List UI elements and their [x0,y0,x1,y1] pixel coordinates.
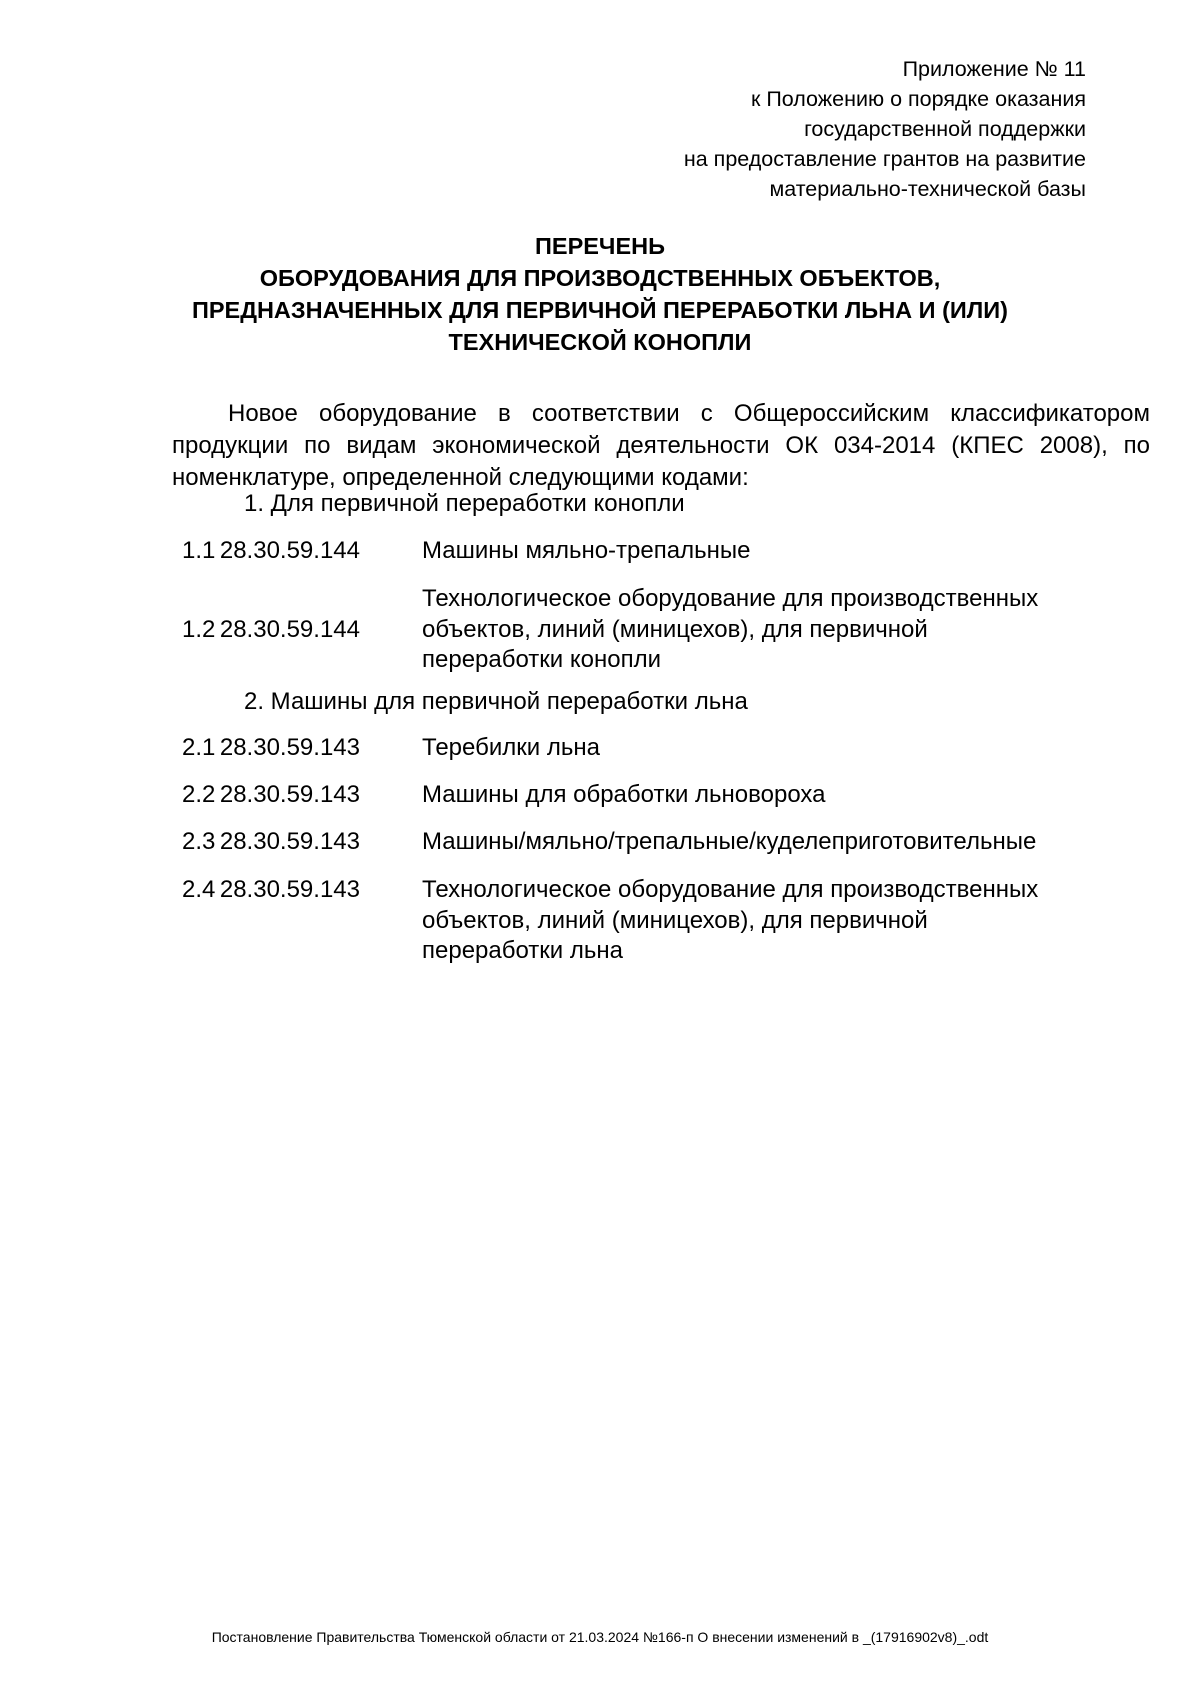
page-footer: Постановление Правительства Тюменской области от 21.03.2024 №166-п О внесении изменений в _(17916902v8)_.odt [211,1629,989,1645]
title-line: ОБОРУДОВАНИЯ ДЛЯ ПРОИЗВОДСТВЕННЫХ ОБЪЕКТОВ, [259,265,941,291]
item-code: 28.30.59.143 [219,876,360,903]
section-heading-2: 2. Машины для первичной переработки льна [244,688,748,715]
item-description-line: переработки льна [422,937,623,964]
item-description-line: Технологическое оборудование для производственных [422,876,1039,903]
item-number: 2.4 [182,876,216,903]
item-description-line: Машины/мяльно/трепальные/куделеприготовительные [422,828,1037,855]
appendix-line: на предоставление грантов на развитие [683,147,1086,171]
intro-paragraph: Новое оборудование в соответствии с Общероссийским классификатором продукции по видам экономической деятельности ОК 034-2014 (КПЕС 2008), по номенклатуре, определенной следующими кодами: [172,400,1150,491]
item-description [422,584,1122,676]
appendix-line: Приложение № 11 [902,57,1086,81]
item-number: 2.2 [182,781,216,808]
document-title [100,230,1100,358]
item-description [422,780,1122,811]
item-description [422,733,1122,764]
section-heading-1: 1. Для первичной переработки конопли [244,490,685,517]
item-description [422,536,1122,567]
item-description [422,827,1122,858]
item-code: 28.30.59.144 [219,615,360,643]
appendix-header [684,54,1086,204]
item-description-line: Теребилки льна [422,734,600,761]
title-line: ПЕРЕЧЕНЬ [535,233,665,259]
item-description-line: объектов, линий (миницехов), для первичной [422,906,928,934]
item-number: 2.3 [182,828,216,855]
title-line: ТЕХНИЧЕСКОЙ КОНОПЛИ [448,329,752,355]
item-description-line: Машины для обработки льновороха [422,781,826,808]
item-number: 1.1 [182,537,216,564]
item-description-line: объектов, линий (миницехов), для первичной [422,615,928,643]
appendix-line: государственной поддержки [804,117,1086,141]
item-number: 2.1 [182,734,216,761]
appendix-line: материально-технической базы [769,177,1086,201]
item-description-line: Технологическое оборудование для производственных [422,585,1039,612]
item-description-line: Машины мяльно-трепальные [422,537,751,564]
appendix-line: к Положению о порядке оказания [750,87,1086,111]
item-number: 1.2 [182,615,216,643]
item-code: 28.30.59.143 [219,781,360,808]
item-code: 28.30.59.143 [219,734,360,761]
item-code: 28.30.59.144 [219,537,360,564]
item-code: 28.30.59.143 [219,828,360,855]
item-description-line: переработки конопли [422,646,661,673]
title-line: ПРЕДНАЗНАЧЕННЫХ ДЛЯ ПЕРВИЧНОЙ ПЕРЕРАБОТКИ ЛЬНА И (ИЛИ) [191,297,1009,323]
item-description [422,875,1122,967]
